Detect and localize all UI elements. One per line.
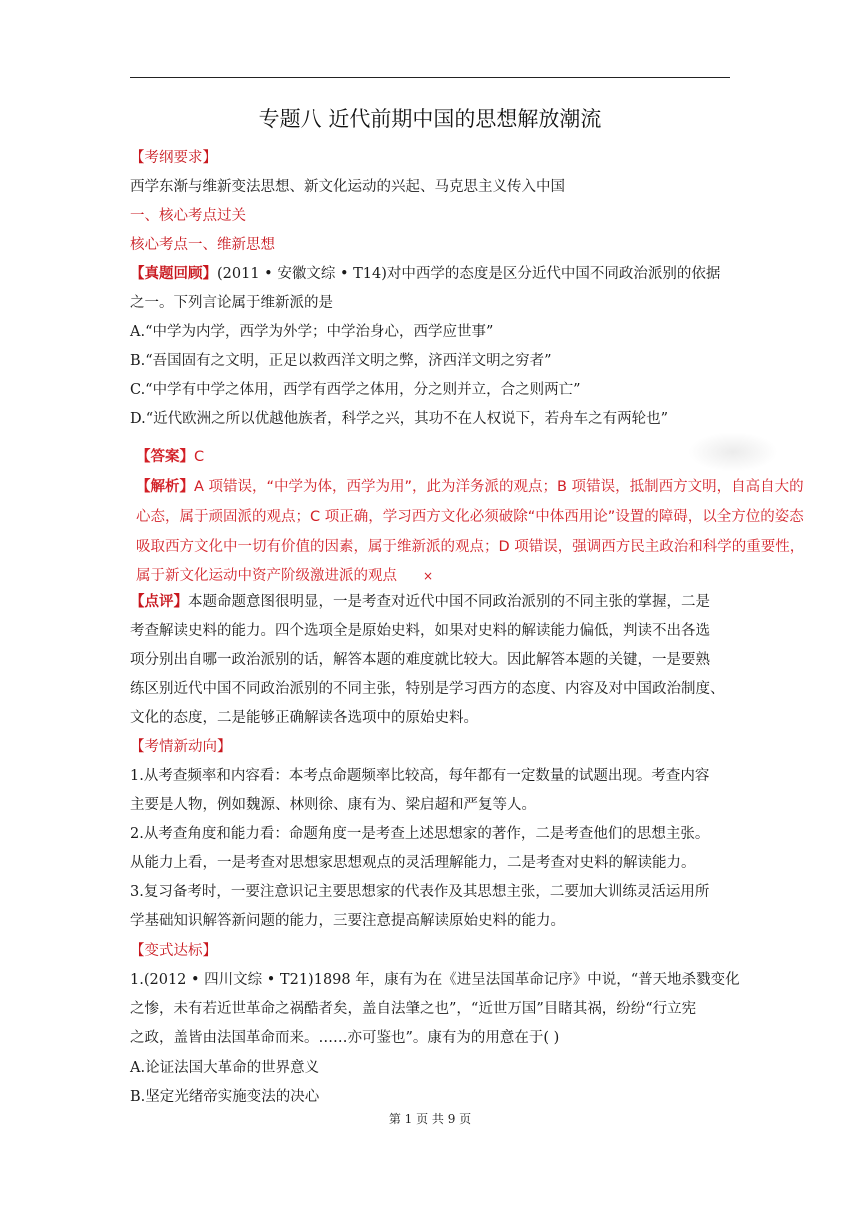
analysis-line-2: 心态，属于顽固派的观点；C 项正确，学习西方文化必须破除“中体西用论”设置的障碍，以全方位的姿态 <box>136 509 804 525</box>
answer-line <box>136 447 204 467</box>
trend-1b: 主要是人物，例如魏源、林则徐、康有为、梁启超和严复等人。 <box>130 797 536 813</box>
section-heading: 一、核心考点过关 <box>130 208 246 224</box>
practice-q1-line-3: 之政，盖皆由法国革命而来。……亦可鉴也”。康有为的用意在于( ) <box>130 1030 560 1046</box>
question-text: (2011 • 安徽文综 • T14)对中西学的态度是区分近代中国不同政治派别的依据 <box>217 266 721 282</box>
comment-line-5: 文化的态度，二是能够正确解读各选项中的原始史料。 <box>130 710 478 726</box>
scan-smudge <box>688 432 778 472</box>
trend-heading: 【考情新动向】 <box>130 739 232 755</box>
option-d: D.“近代欧洲之所以优越他族者，科学之兴，其功不在人权说下，若舟车之有两轮也” <box>130 411 669 427</box>
trend-3b: 学基础知识解答新问题的能力，三要注意提高解读原始史料的能力。 <box>130 913 565 929</box>
option-b: B.“吾国固有之文明，正足以救西洋文明之弊，济西洋文明之穷者” <box>130 353 552 369</box>
key-point-heading: 核心考点一、维新思想 <box>130 237 275 253</box>
answer-label: 【答案】 <box>136 449 194 465</box>
practice-heading: 【变式达标】 <box>130 943 217 959</box>
page-title: 专题八 近代前期中国的思想解放潮流 <box>258 107 602 131</box>
header-rule <box>130 77 730 78</box>
question-line-2: 之一。下列言论属于维新派的是 <box>130 295 333 311</box>
comment-label: 【点评】 <box>130 593 188 610</box>
analysis-line-1 <box>136 477 804 497</box>
question-label: 【真题回顾】 <box>130 265 217 282</box>
analysis-text-4: 属于新文化运动中资产阶级激进派的观点 <box>136 568 397 584</box>
page-footer: 第 1 页 共 9 页 <box>388 1112 472 1126</box>
analysis-line-3: 吸取西方文化中一切有价值的因素，属于维新派的观点；D 项错误，强调西方民主政治和科学的重要性， <box>136 539 805 555</box>
comment-line-1 <box>130 592 710 612</box>
trend-2a: 2.从考查角度和能力看：命题角度一是考查上述思想家的著作，二是考查他们的思想主张。 <box>130 826 710 842</box>
comment-text-1: 本题命题意图很明显，一是考查对近代中国不同政治派别的不同主张的掌握，二是 <box>188 594 710 610</box>
kaogang-text: 西学东渐与维新变法思想、新文化运动的兴起、马克思主义传入中国 <box>130 179 565 195</box>
comment-line-3: 项分别出自哪一政治派别的话，解答本题的难度就比较大。因此解答本题的关键，一是要熟 <box>130 652 710 668</box>
practice-option-b: B.坚定光绪帝实施变法的决心 <box>130 1089 320 1105</box>
comment-line-2: 考查解读史料的能力。四个选项全是原始史料，如果对史料的解读能力偏低，判读不出各选 <box>130 623 710 639</box>
option-a: A.“中学为内学，西学为外学；中学治身心，西学应世事” <box>130 324 494 340</box>
close-mark-icon[interactable]: × <box>423 569 434 583</box>
kaogang-heading: 【考纲要求】 <box>130 150 217 166</box>
answer-value: C <box>194 449 205 465</box>
trend-2b: 从能力上看，一是考查对思想家思想观点的灵活理解能力，二是考查对史料的解读能力。 <box>130 855 696 871</box>
practice-option-a: A.论证法国大革命的世界意义 <box>130 1060 320 1076</box>
analysis-text-1: A 项错误，“中学为体，西学为用”，此为洋务派的观点；B 项错误，抵制西方文明，自高自大的 <box>194 479 804 495</box>
practice-q1-line-1: 1.(2012 • 四川文综 • T21)1898 年，康有为在《进呈法国革命记序》中说，“普天地杀戮变化 <box>130 972 740 988</box>
analysis-label: 【解析】 <box>136 479 194 495</box>
comment-line-4: 练区别近代中国不同政治派别的不同主张，特别是学习西方的态度、内容及对中国政治制度、 <box>130 681 725 697</box>
practice-q1-line-2: 之惨，未有若近世革命之祸酷者矣，盖自法肇之也”，“近世万国”目睹其祸，纷纷“行立宪 <box>130 1001 697 1017</box>
trend-3a: 3.复习备考时，一要注意识记主要思想家的代表作及其思想主张，二要加大训练灵活运用所 <box>130 884 710 900</box>
question-line-1 <box>130 264 720 284</box>
analysis-line-4 <box>136 566 433 586</box>
option-c: C.“中学有中学之体用，西学有西学之体用，分之则并立，合之则两亡” <box>130 382 581 398</box>
trend-1a: 1.从考查频率和内容看：本考点命题频率比较高，每年都有一定数量的试题出现。考查内容 <box>130 768 710 784</box>
